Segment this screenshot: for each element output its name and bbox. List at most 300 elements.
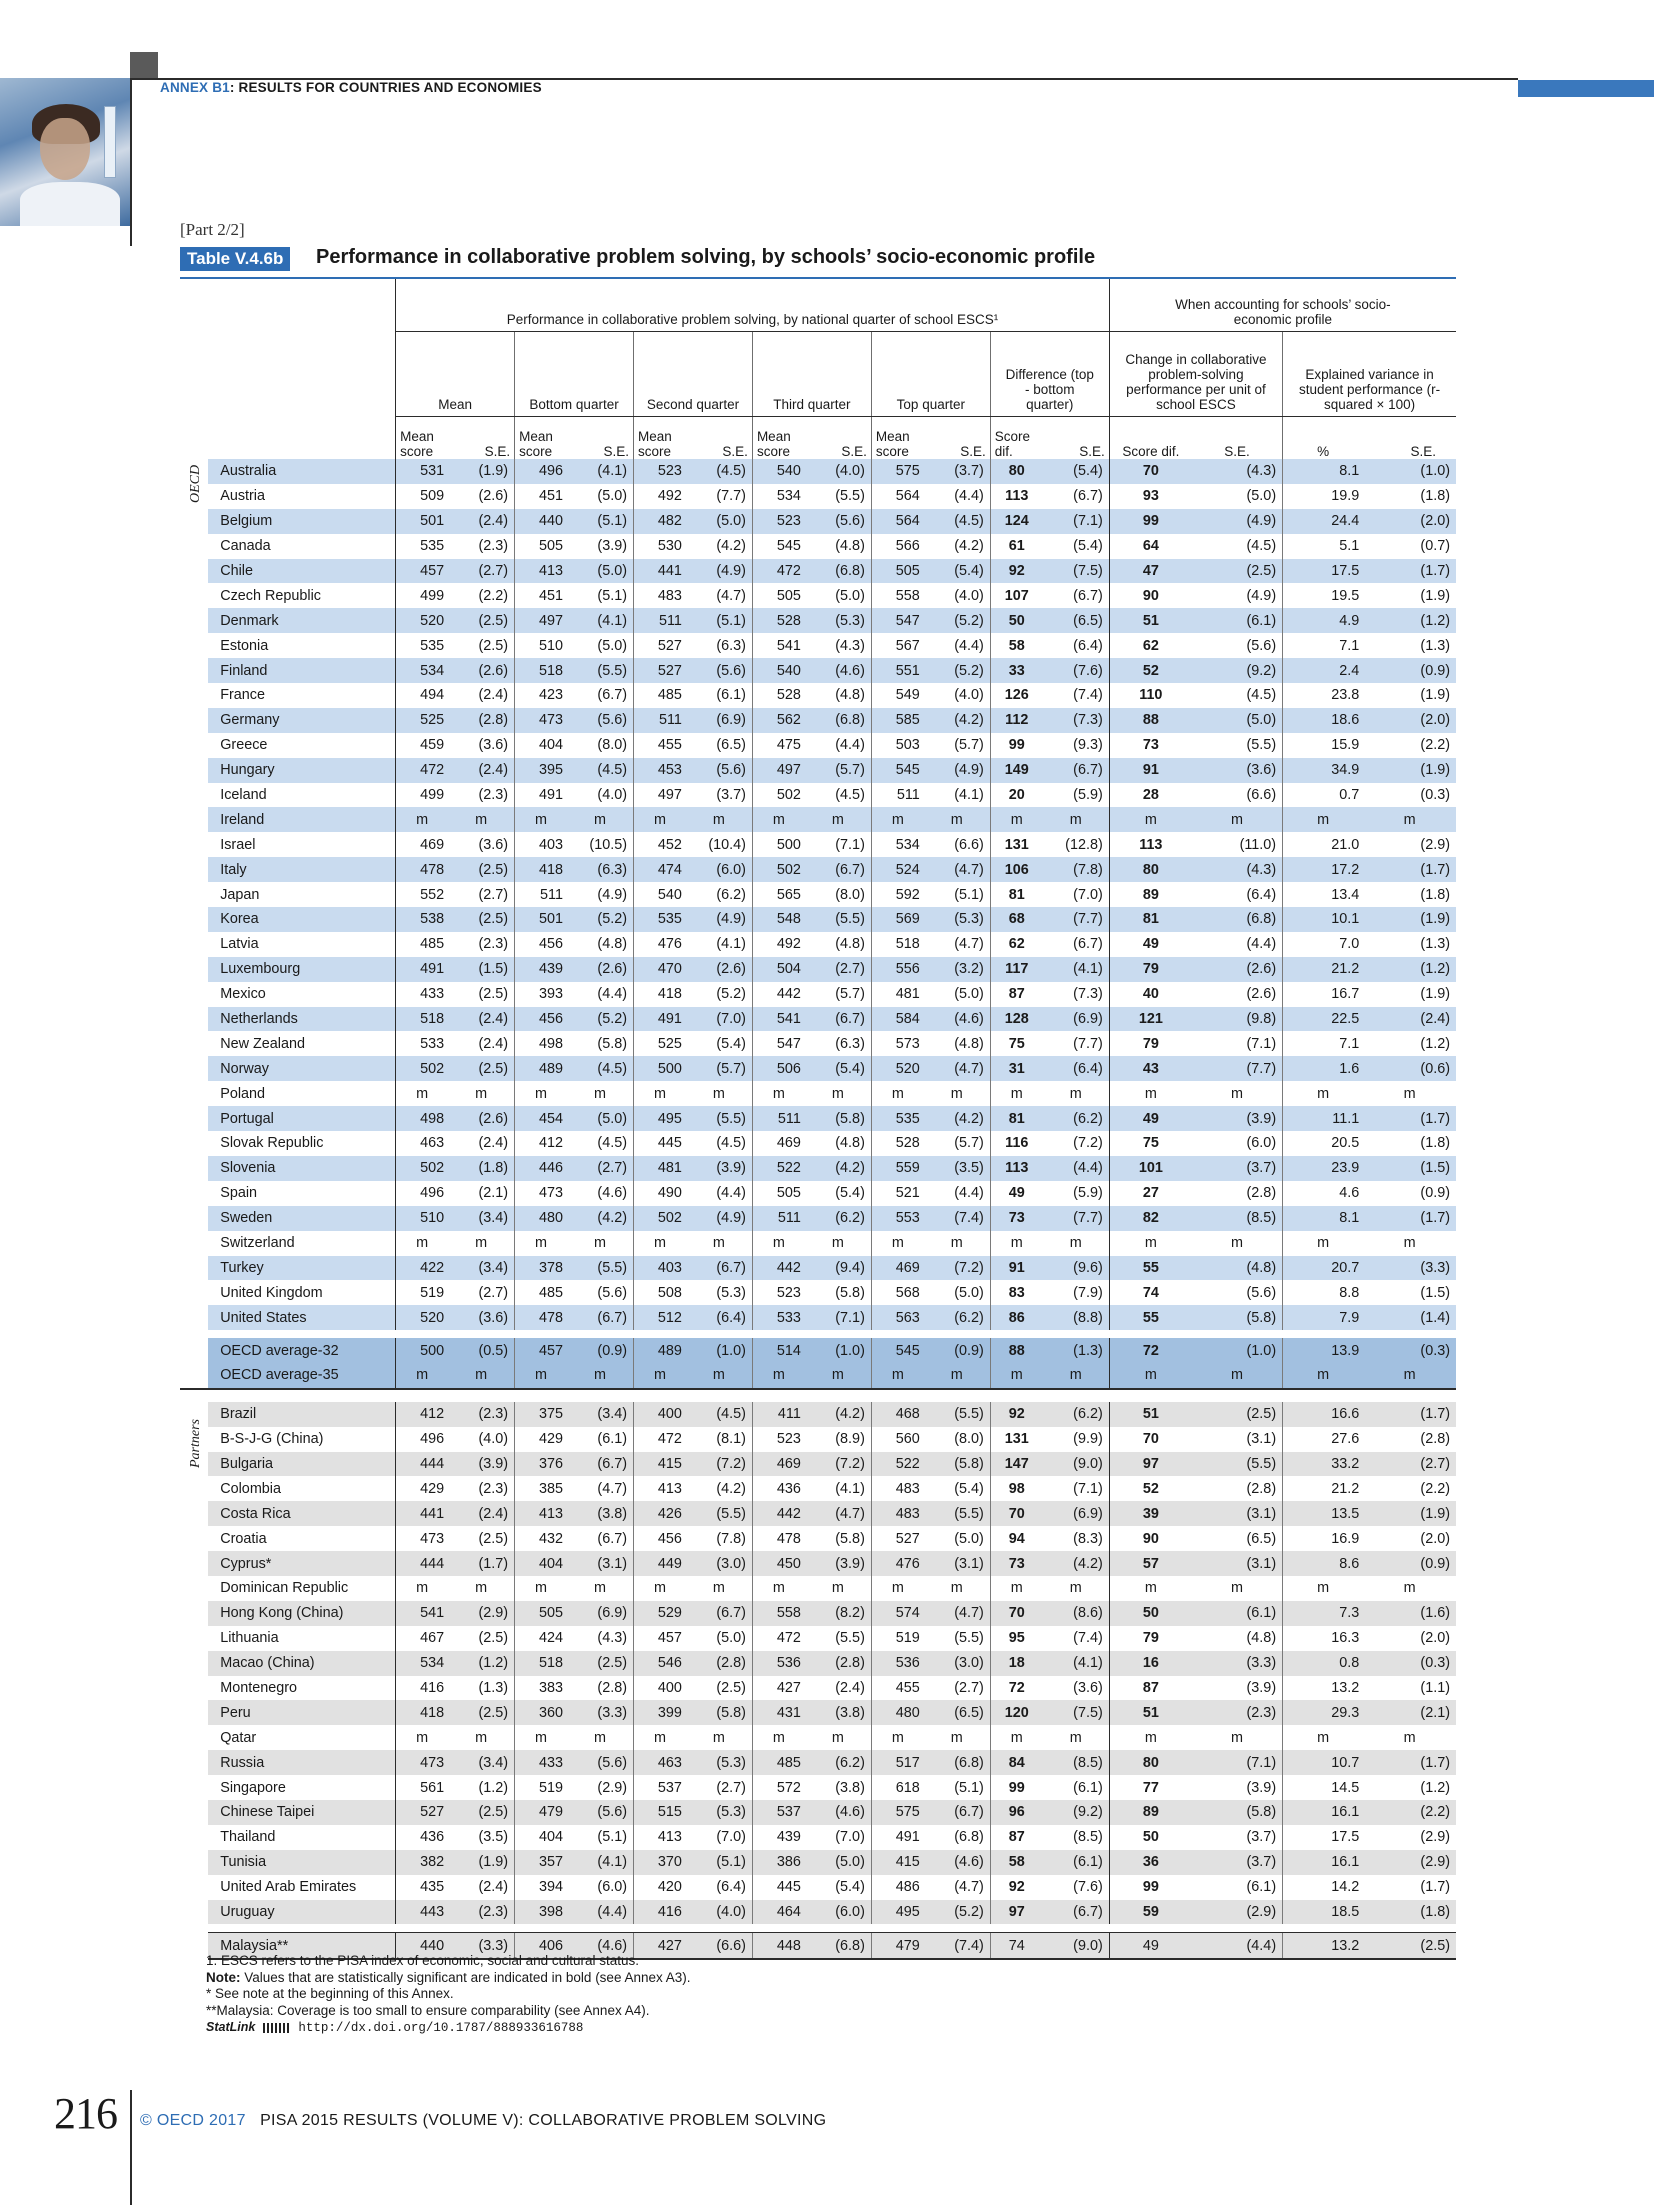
se-cell: (2.2) (1363, 1476, 1456, 1501)
value-cell: 473 (515, 1181, 567, 1206)
se-cell: (1.9) (1363, 982, 1456, 1007)
value-cell: 413 (515, 559, 567, 584)
value-cell: 7.1 (1283, 1031, 1364, 1056)
se-cell: (4.4) (805, 733, 872, 758)
value-cell: 505 (871, 559, 923, 584)
value-cell: 456 (515, 1007, 567, 1032)
value-cell: 55 (1109, 1256, 1192, 1281)
value-cell: 456 (634, 1526, 686, 1551)
value-cell: 481 (871, 982, 923, 1007)
se-cell: (2.8) (686, 1651, 753, 1676)
value-cell: 4.6 (1283, 1181, 1364, 1206)
value-cell: 84 (990, 1750, 1042, 1775)
table-row (180, 509, 1456, 534)
se-cell: (6.1) (686, 683, 753, 708)
se-cell: (3.3) (1363, 1256, 1456, 1281)
se-cell: (2.8) (1192, 1476, 1283, 1501)
se-cell: (4.8) (805, 1131, 872, 1156)
statlink[interactable] (206, 2019, 691, 2037)
value-cell: 18.6 (1283, 708, 1364, 733)
value-cell: 480 (871, 1700, 923, 1725)
value-cell: 4.9 (1283, 608, 1364, 633)
se-cell: m (1192, 1363, 1283, 1389)
spacer-cell (208, 1330, 1456, 1338)
se-cell: (6.8) (924, 1825, 991, 1850)
header-se: S.E. (1224, 444, 1250, 459)
value-cell: 468 (871, 1402, 923, 1427)
value-cell: 418 (634, 982, 686, 1007)
country-name: B-S-J-G (China) (208, 1427, 395, 1452)
photo-face (40, 118, 90, 180)
value-cell: 370 (634, 1850, 686, 1875)
se-cell: (12.8) (1043, 832, 1110, 857)
se-cell: (6.7) (567, 1452, 634, 1477)
value-cell: 502 (396, 1156, 448, 1181)
value-cell: 562 (752, 708, 804, 733)
value-cell: 584 (871, 1007, 923, 1032)
se-cell: (5.6) (567, 1280, 634, 1305)
country-name: Lithuania (208, 1626, 395, 1651)
value-cell: 469 (752, 1452, 804, 1477)
value-cell: 491 (871, 1825, 923, 1850)
value-cell: 572 (752, 1775, 804, 1800)
value-cell: 618 (871, 1775, 923, 1800)
value-cell: 457 (515, 1338, 567, 1363)
se-cell: (5.5) (805, 907, 872, 932)
value-cell: 558 (752, 1601, 804, 1626)
value-cell: 116 (990, 1131, 1042, 1156)
se-cell: (2.6) (1192, 982, 1283, 1007)
se-cell: (8.2) (805, 1601, 872, 1626)
value-cell: 497 (515, 608, 567, 633)
se-cell: (3.9) (1192, 1775, 1283, 1800)
se-cell: (5.1) (924, 1775, 991, 1800)
value-cell: 469 (396, 832, 448, 857)
country-name: Norway (208, 1056, 395, 1081)
annex-header (160, 80, 542, 95)
value-cell: 491 (515, 783, 567, 808)
se-cell: (4.8) (805, 534, 872, 559)
value-cell: 441 (396, 1501, 448, 1526)
se-cell: (6.2) (1043, 1106, 1110, 1131)
value-cell: 452 (634, 832, 686, 857)
value-cell: 564 (871, 509, 923, 534)
se-cell: (5.0) (567, 1106, 634, 1131)
se-cell: (0.9) (567, 1338, 634, 1363)
se-cell: (6.0) (805, 1900, 872, 1925)
value-cell: 457 (396, 559, 448, 584)
se-cell: (4.5) (686, 1131, 753, 1156)
value-cell: 511 (871, 783, 923, 808)
se-cell: (6.7) (686, 1601, 753, 1626)
value-cell: 33.2 (1283, 1452, 1364, 1477)
value-cell: 502 (752, 857, 804, 882)
se-cell: (10.5) (567, 832, 634, 857)
se-cell: m (1192, 807, 1283, 832)
country-name: Singapore (208, 1775, 395, 1800)
se-cell: (7.0) (686, 1825, 753, 1850)
header-change: Change in collaborative problem-solving performance per unit of school ESCS (1109, 332, 1282, 417)
value-cell: 473 (396, 1526, 448, 1551)
country-name: Korea (208, 907, 395, 932)
se-cell: m (924, 1725, 991, 1750)
se-cell: (6.4) (686, 1305, 753, 1330)
value-cell: m (634, 1725, 686, 1750)
value-cell: m (1283, 1081, 1364, 1106)
se-cell: (9.0) (1043, 1452, 1110, 1477)
value-cell: 5.1 (1283, 534, 1364, 559)
header-explained-variance: Explained variance in student performance (r-squared × 100) (1283, 332, 1456, 417)
se-cell: (0.9) (1363, 1551, 1456, 1576)
se-cell: (2.6) (1192, 957, 1283, 982)
value-cell: m (990, 1081, 1042, 1106)
value-cell: 545 (871, 758, 923, 783)
se-cell: (2.5) (448, 1056, 515, 1081)
value-cell: 443 (396, 1900, 448, 1925)
value-cell: 505 (752, 583, 804, 608)
se-cell: (7.8) (686, 1526, 753, 1551)
value-cell: 479 (515, 1800, 567, 1825)
table-row (180, 1800, 1456, 1825)
annex-prefix: ANNEX B1 (160, 80, 230, 95)
value-cell: 496 (515, 459, 567, 484)
se-cell: (6.0) (686, 857, 753, 882)
country-name: Peru (208, 1700, 395, 1725)
value-cell: 404 (515, 1825, 567, 1850)
value-cell: 386 (752, 1850, 804, 1875)
se-cell: (6.3) (567, 857, 634, 882)
value-cell: 58 (990, 633, 1042, 658)
value-cell: 89 (1109, 1800, 1192, 1825)
se-cell: (9.0) (1043, 1933, 1110, 1959)
se-cell: (4.6) (805, 658, 872, 683)
value-cell: 19.5 (1283, 583, 1364, 608)
table-row (180, 1775, 1456, 1800)
value-cell: 11.1 (1283, 1106, 1364, 1131)
header-se: S.E. (841, 444, 867, 459)
value-cell: m (1283, 1231, 1364, 1256)
header-score-dif: Score dif. (1109, 417, 1192, 460)
se-cell: (1.9) (1363, 907, 1456, 932)
value-cell: 518 (871, 932, 923, 957)
se-cell: (6.1) (1043, 1775, 1110, 1800)
se-cell: (5.4) (805, 1181, 872, 1206)
value-cell: 502 (634, 1206, 686, 1231)
value-cell: 501 (515, 907, 567, 932)
value-cell: 98 (990, 1476, 1042, 1501)
value-cell: 440 (515, 509, 567, 534)
value-cell: m (871, 1576, 923, 1601)
se-cell: (5.0) (1192, 708, 1283, 733)
se-cell: m (1192, 1576, 1283, 1601)
se-cell: (4.0) (924, 583, 991, 608)
table-row (180, 1676, 1456, 1701)
table-row (180, 1427, 1456, 1452)
se-cell: m (805, 1231, 872, 1256)
footer (140, 2112, 826, 2130)
se-cell: (8.8) (1043, 1305, 1110, 1330)
se-cell: (0.3) (1363, 1651, 1456, 1676)
se-cell: (4.5) (567, 1131, 634, 1156)
se-cell: (6.7) (1043, 932, 1110, 957)
country-name: Italy (208, 857, 395, 882)
header-group-quarters: Performance in collaborative problem solving, by national quarter of school ESCS¹ (396, 278, 1110, 332)
se-cell: (4.0) (567, 783, 634, 808)
table-row (180, 1825, 1456, 1850)
se-cell: (4.5) (805, 783, 872, 808)
value-cell: 22.5 (1283, 1007, 1364, 1032)
se-cell: (4.9) (686, 907, 753, 932)
se-cell: (3.4) (567, 1402, 634, 1427)
table-row (180, 1231, 1456, 1256)
se-cell: (2.2) (1363, 733, 1456, 758)
oecd-side-label: OECD (188, 464, 203, 503)
value-cell: 79 (1109, 1031, 1192, 1056)
se-cell: (4.2) (686, 1476, 753, 1501)
value-cell: 49 (1109, 1106, 1192, 1131)
note-text: Values that are statistically significant are indicated in bold (see Annex A3). (240, 1969, 691, 1985)
value-cell: m (515, 1725, 567, 1750)
country-name: Israel (208, 832, 395, 857)
value-cell: 413 (515, 1501, 567, 1526)
country-name: Hong Kong (China) (208, 1601, 395, 1626)
se-cell: m (805, 807, 872, 832)
se-cell: (2.6) (448, 484, 515, 509)
value-cell: 505 (752, 1181, 804, 1206)
value-cell: m (871, 1081, 923, 1106)
value-cell: 469 (752, 1131, 804, 1156)
se-cell: m (567, 1363, 634, 1389)
value-cell: 107 (990, 583, 1042, 608)
se-cell: (1.9) (448, 1850, 515, 1875)
value-cell: m (752, 807, 804, 832)
value-cell: m (1283, 1363, 1364, 1389)
se-cell: m (686, 1081, 753, 1106)
value-cell: 528 (752, 683, 804, 708)
value-cell: 50 (1109, 1825, 1192, 1850)
se-cell: (1.7) (1363, 1875, 1456, 1900)
value-cell: 432 (515, 1526, 567, 1551)
note-escs: 1. ESCS refers to the PISA index of economic, social and cultural status. (206, 1953, 639, 1968)
country-name: United Kingdom (208, 1280, 395, 1305)
se-cell: (4.5) (1192, 683, 1283, 708)
se-cell: (4.1) (567, 459, 634, 484)
value-cell: 59 (1109, 1900, 1192, 1925)
value-cell: 560 (871, 1427, 923, 1452)
value-cell: 87 (990, 1825, 1042, 1850)
se-cell: (1.3) (448, 1676, 515, 1701)
value-cell: 491 (634, 1007, 686, 1032)
value-cell: 478 (752, 1526, 804, 1551)
value-cell: 518 (515, 1651, 567, 1676)
se-cell: m (1363, 1231, 1456, 1256)
se-cell: (5.3) (924, 907, 991, 932)
se-cell: (6.4) (1043, 1056, 1110, 1081)
country-name: Latvia (208, 932, 395, 957)
value-cell: 88 (990, 1338, 1042, 1363)
table-row (180, 484, 1456, 509)
value-cell: 90 (1109, 583, 1192, 608)
value-cell: 404 (515, 1551, 567, 1576)
value-cell: 485 (634, 683, 686, 708)
value-cell: m (752, 1725, 804, 1750)
value-cell: m (871, 807, 923, 832)
value-cell: 436 (396, 1825, 448, 1850)
value-cell: 541 (752, 633, 804, 658)
value-cell: 16.1 (1283, 1800, 1364, 1825)
se-cell: (4.4) (1192, 932, 1283, 957)
se-cell: (2.7) (924, 1676, 991, 1701)
value-cell: 499 (396, 583, 448, 608)
se-cell: (1.6) (1363, 1601, 1456, 1626)
table-row (180, 1081, 1456, 1106)
se-cell: (2.0) (1363, 708, 1456, 733)
se-cell: (7.2) (1043, 1131, 1110, 1156)
value-cell: 0.8 (1283, 1651, 1364, 1676)
value-cell: 563 (871, 1305, 923, 1330)
table-row (180, 1601, 1456, 1626)
value-cell: 17.5 (1283, 1825, 1364, 1850)
se-cell: (3.7) (686, 783, 753, 808)
value-cell: 92 (990, 559, 1042, 584)
value-cell: 49 (990, 1181, 1042, 1206)
se-cell: (5.0) (567, 559, 634, 584)
se-cell: (7.7) (686, 484, 753, 509)
se-cell: (7.4) (1043, 683, 1110, 708)
table-row (180, 1850, 1456, 1875)
value-cell: 525 (396, 708, 448, 733)
se-cell: (2.5) (448, 1526, 515, 1551)
se-cell: (4.6) (924, 1850, 991, 1875)
se-cell: (3.4) (448, 1750, 515, 1775)
value-cell: 77 (1109, 1775, 1192, 1800)
data-table (180, 277, 1456, 1960)
value-cell: 31 (990, 1056, 1042, 1081)
table-row (180, 683, 1456, 708)
value-cell: 546 (634, 1651, 686, 1676)
country-name: Australia (208, 459, 395, 484)
se-cell: (3.3) (1192, 1651, 1283, 1676)
value-cell: 395 (515, 758, 567, 783)
se-cell: (4.8) (1192, 1626, 1283, 1651)
se-cell: (5.7) (686, 1056, 753, 1081)
value-cell: 449 (634, 1551, 686, 1576)
value-cell: 433 (515, 1750, 567, 1775)
value-cell: 533 (396, 1031, 448, 1056)
se-cell: (2.4) (448, 758, 515, 783)
se-cell: (4.4) (1043, 1156, 1110, 1181)
value-cell: 491 (396, 957, 448, 982)
value-cell: 28 (1109, 783, 1192, 808)
value-cell: 518 (515, 658, 567, 683)
table-row (180, 982, 1456, 1007)
value-cell: 548 (752, 907, 804, 932)
se-cell: m (924, 807, 991, 832)
se-cell: (5.1) (567, 583, 634, 608)
value-cell: 357 (515, 1850, 567, 1875)
country-name: Denmark (208, 608, 395, 633)
value-cell: 527 (634, 658, 686, 683)
header-gray-block (130, 52, 158, 78)
se-cell: (4.5) (686, 1402, 753, 1427)
se-cell: (6.8) (805, 708, 872, 733)
se-cell: m (805, 1081, 872, 1106)
statlink-url[interactable]: http://dx.doi.org/10.1787/888933616788 (298, 2021, 584, 2035)
se-cell: (1.3) (1363, 932, 1456, 957)
value-cell: 412 (515, 1131, 567, 1156)
se-cell: (5.5) (924, 1402, 991, 1427)
se-cell: (1.3) (1043, 1338, 1110, 1363)
value-cell: 16.1 (1283, 1850, 1364, 1875)
country-name: Chinese Taipei (208, 1800, 395, 1825)
se-cell: (6.4) (1192, 882, 1283, 907)
se-cell: (5.8) (924, 1452, 991, 1477)
se-cell: m (448, 1576, 515, 1601)
header-mean-score: Mean score (871, 417, 923, 460)
value-cell: 473 (396, 1750, 448, 1775)
value-cell: 72 (1109, 1338, 1192, 1363)
value-cell: 531 (396, 459, 448, 484)
se-cell: m (1192, 1231, 1283, 1256)
country-name: France (208, 683, 395, 708)
se-cell: (5.4) (1043, 534, 1110, 559)
value-cell: 79 (1109, 957, 1192, 982)
value-cell: 574 (871, 1601, 923, 1626)
value-cell: 424 (515, 1626, 567, 1651)
se-cell: (2.5) (1192, 1402, 1283, 1427)
se-cell: m (1192, 1081, 1283, 1106)
value-cell: m (515, 1081, 567, 1106)
se-cell: (3.8) (805, 1775, 872, 1800)
value-cell: 128 (990, 1007, 1042, 1032)
table-row (180, 758, 1456, 783)
se-cell: (1.9) (1363, 583, 1456, 608)
value-cell: 13.4 (1283, 882, 1364, 907)
value-cell: 40 (1109, 982, 1192, 1007)
se-cell: (0.9) (1363, 1181, 1456, 1206)
se-cell: (4.5) (924, 509, 991, 534)
value-cell: 521 (871, 1181, 923, 1206)
value-cell: 16.9 (1283, 1526, 1364, 1551)
se-cell: m (1363, 1081, 1456, 1106)
country-name: Costa Rica (208, 1501, 395, 1526)
value-cell: 72 (990, 1676, 1042, 1701)
side-label-cell (180, 1402, 208, 1960)
se-cell: m (805, 1725, 872, 1750)
value-cell: 575 (871, 1800, 923, 1825)
value-cell: 406 (515, 1933, 567, 1959)
value-cell: m (990, 1725, 1042, 1750)
se-cell: (0.9) (1363, 658, 1456, 683)
se-cell: m (1043, 1576, 1110, 1601)
value-cell: 506 (752, 1056, 804, 1081)
se-cell: (6.5) (924, 1700, 991, 1725)
se-cell: (2.5) (448, 608, 515, 633)
table-row (180, 907, 1456, 932)
value-cell: 62 (1109, 633, 1192, 658)
se-cell: (2.5) (448, 633, 515, 658)
se-cell: (6.8) (924, 1750, 991, 1775)
value-cell: 87 (1109, 1676, 1192, 1701)
country-name: Croatia (208, 1526, 395, 1551)
se-cell: (4.4) (567, 982, 634, 1007)
country-name: OECD average-35 (208, 1363, 395, 1389)
table-row (180, 633, 1456, 658)
value-cell: 504 (752, 957, 804, 982)
country-name: Luxembourg (208, 957, 395, 982)
value-cell: 113 (1109, 832, 1192, 857)
se-cell: (2.5) (686, 1676, 753, 1701)
